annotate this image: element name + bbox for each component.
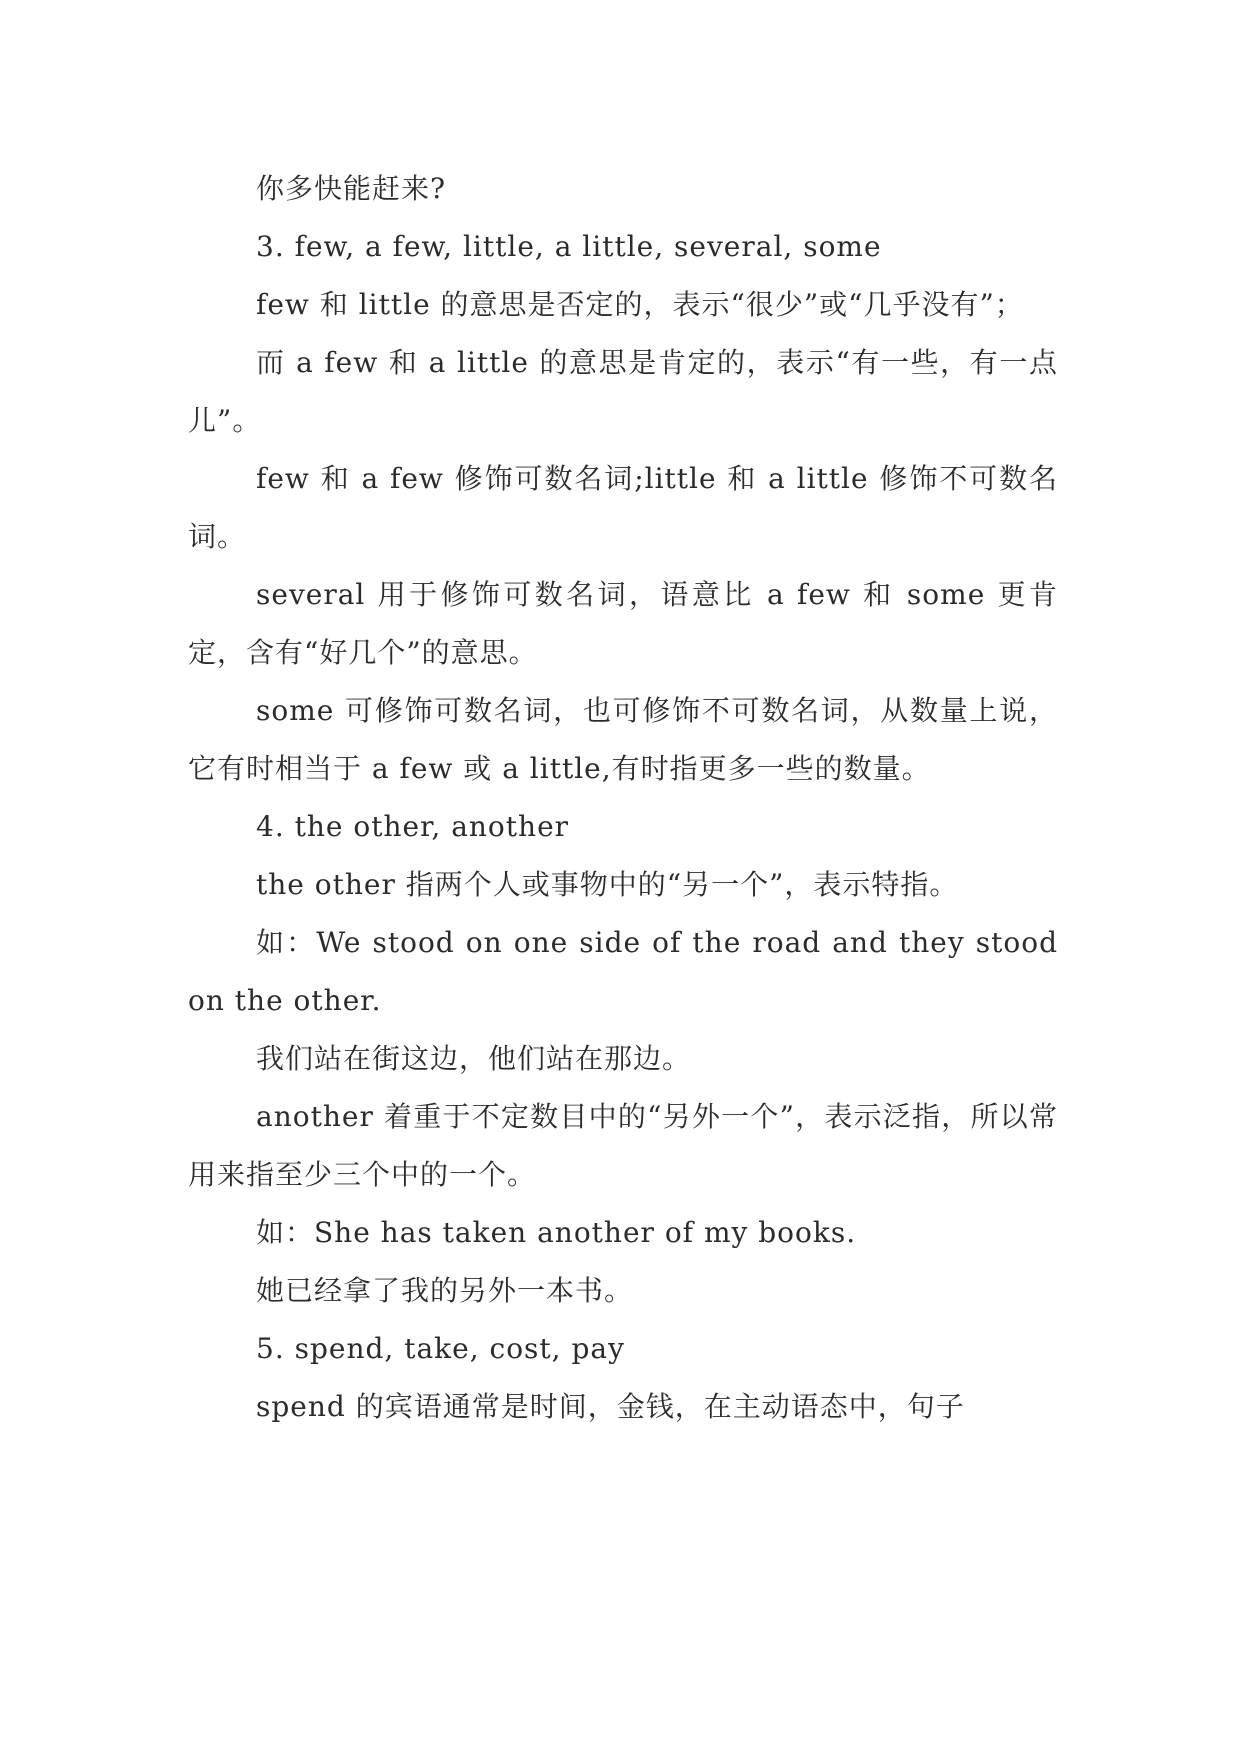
paragraph-spend: spend 的宾语通常是时间，金钱，在主动语态中，句子 [256,1390,965,1423]
paragraph-few-little: few 和 little 的意思是否定的，表示“很少”或“几乎没有”； [256,288,1024,321]
paragraph-another: another 着重于不定数目中的“另外一个”，表示泛指，所以常用来指至少三个中的一个。 [188,1100,1058,1191]
section-heading-4: 4. the other, another [256,810,570,843]
section-heading-5: 5. spend, take, cost, pay [256,1332,625,1365]
paragraph-the-other: the other 指两个人或事物中的“另一个”，表示特指。 [256,868,959,901]
translation-another: 她已经拿了我的另外一本书。 [256,1274,634,1307]
paragraph-some: some 可修饰可数名词，也可修饰不可数名词，从数量上说，它有时相当于 a few 或 a little,有时指更多一些的数量。 [188,694,1058,785]
translation-the-other: 我们站在街这边，他们站在那边。 [256,1042,692,1075]
section-heading-3: 3. few, a few, little, a little, several, some [256,230,882,263]
example-the-other: 如：We stood on one side of the road and they stood on the other. [188,926,1058,1017]
paragraph-how-fast: 你多快能赶来? [256,172,447,205]
paragraph-a-few-a-little: 而 a few 和 a little 的意思是肯定的，表示“有一些，有一点儿”。 [188,346,1058,437]
example-another: 如：She has taken another of my books. [256,1216,857,1249]
paragraph-countable-uncountable: few 和 a few 修饰可数名词;little 和 a little 修饰不可数名词。 [188,462,1058,553]
document-body [188,160,1058,1436]
paragraph-several: several 用于修饰可数名词，语意比 a few 和 some 更肯定，含有“好几个”的意思。 [188,578,1058,669]
